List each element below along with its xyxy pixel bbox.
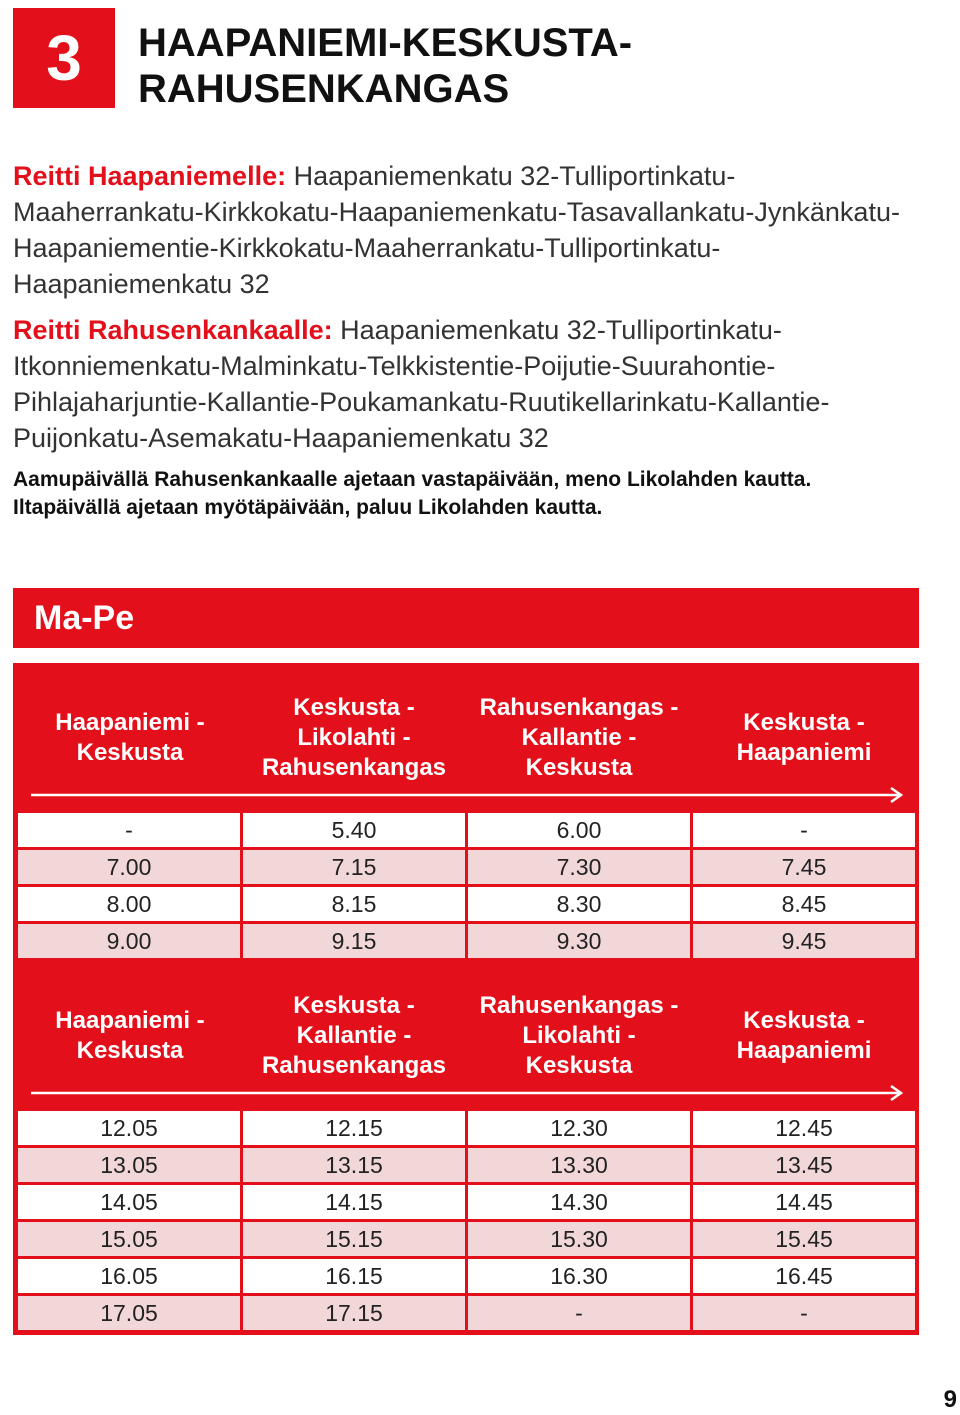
- column-header-text: Rahusenkangas - Kallantie - Keskusta: [479, 694, 679, 781]
- departure-time: 9.00: [18, 924, 240, 958]
- departure-time: 5.40: [243, 813, 465, 847]
- table-row: [13, 1185, 919, 1222]
- route-label: Reitti Rahusenkankaalle:: [13, 315, 333, 345]
- departure-time: 17.05: [18, 1296, 240, 1330]
- departure-time: 15.30: [468, 1222, 690, 1256]
- departure-time: 7.30: [468, 850, 690, 884]
- departure-time: 15.15: [243, 1222, 465, 1256]
- table-row: [13, 813, 919, 850]
- direction-arrow-icon: [31, 1085, 905, 1101]
- departure-time: 9.45: [693, 924, 915, 958]
- column-header-text: Keskusta - Likolahti - Rahusenkangas: [261, 694, 447, 781]
- route-title-line1: HAAPANIEMI-KESKUSTA-: [138, 21, 633, 65]
- table-row: [13, 1111, 919, 1148]
- departure-time: 6.00: [468, 813, 690, 847]
- departure-time: 13.45: [693, 1148, 915, 1182]
- departure-time: 8.30: [468, 887, 690, 921]
- table-row: [13, 1222, 919, 1259]
- departure-time: 14.45: [693, 1185, 915, 1219]
- column-header-text: Haapaniemi - Keskusta: [55, 1007, 205, 1064]
- table-row: [13, 887, 919, 924]
- departure-time: 8.15: [243, 887, 465, 921]
- page-number: 9: [943, 1386, 957, 1413]
- departure-time: 13.15: [243, 1148, 465, 1182]
- departure-time: 15.45: [693, 1222, 915, 1256]
- column-header-text: Keskusta - Haapaniemi: [736, 709, 872, 766]
- departure-time: 14.05: [18, 1185, 240, 1219]
- table-row: [13, 924, 919, 961]
- timetable: [13, 663, 919, 1335]
- departure-time: 12.45: [693, 1111, 915, 1145]
- departure-time: 12.05: [18, 1111, 240, 1145]
- route-description-rahusenkankaalle: [13, 312, 913, 456]
- direction-note: Aamupäivällä Rahusenkankaalle ajetaan vastapäivään, meno Likolahden kautta. Iltapäivällä ajetaan myötäpäivään, paluu Likolahden kautta.: [13, 468, 812, 519]
- column-header-text: Rahusenkangas - Likolahti - Keskusta: [479, 992, 679, 1079]
- table-row: [13, 850, 919, 887]
- departure-time: -: [18, 813, 240, 847]
- departure-time: 16.15: [243, 1259, 465, 1293]
- departure-time: 16.05: [18, 1259, 240, 1293]
- route-description-haapaniemelle: [13, 158, 913, 302]
- day-label: Ma-Pe: [13, 588, 919, 648]
- departure-time: 17.15: [243, 1296, 465, 1330]
- route-title-line2: RAHUSENKANGAS: [138, 67, 510, 111]
- departure-time: 16.30: [468, 1259, 690, 1293]
- departure-time: -: [693, 1296, 915, 1330]
- route-title: [138, 20, 898, 112]
- column-header-text: Haapaniemi - Keskusta: [55, 709, 205, 766]
- departure-time: 7.45: [693, 850, 915, 884]
- column-header-text: Keskusta - Kallantie - Rahusenkangas: [261, 992, 447, 1079]
- table-row: [13, 1259, 919, 1296]
- departure-time: 12.15: [243, 1111, 465, 1145]
- departure-time: -: [693, 813, 915, 847]
- departure-time: 16.45: [693, 1259, 915, 1293]
- departure-time: 9.15: [243, 924, 465, 958]
- table-row: [13, 1296, 919, 1333]
- direction-arrow-icon: [31, 787, 905, 803]
- departure-time: 15.05: [18, 1222, 240, 1256]
- route-number-badge: 3: [13, 8, 115, 108]
- departure-time: 14.15: [243, 1185, 465, 1219]
- departure-time: 12.30: [468, 1111, 690, 1145]
- departure-time: -: [468, 1296, 690, 1330]
- departure-time: 8.00: [18, 887, 240, 921]
- route-streets: Haapaniemenkatu 32-Tulliportinkatu-Itkonniemenkatu-Malminkatu-Telkkistentie-Poijutie-Suurahontie-Pihlajaharjuntie-Kallantie-Poukamankatu-Ruutikellarinkatu-Kallantie-Puijonkatu-Asemakatu-Haapaniemenkatu 32: [13, 315, 830, 453]
- departure-time: 7.15: [243, 850, 465, 884]
- departure-time: 9.30: [468, 924, 690, 958]
- departure-time: 13.05: [18, 1148, 240, 1182]
- route-streets: Haapaniemenkatu 32-Tulliportinkatu-Maaherrankatu-Kirkkokatu-Haapaniemenkatu-Tasavallankatu-Jynkänkatu-Haapaniementie-Kirkkokatu-Maaherrankatu-Tulliportinkatu-Haapaniemenkatu 32: [13, 161, 900, 299]
- route-label: Reitti Haapaniemelle:: [13, 161, 287, 191]
- departure-time: 14.30: [468, 1185, 690, 1219]
- departure-time: 13.30: [468, 1148, 690, 1182]
- table-row: [13, 1148, 919, 1185]
- departure-time: 7.00: [18, 850, 240, 884]
- departure-time: 8.45: [693, 887, 915, 921]
- column-header-text: Keskusta - Haapaniemi: [736, 1007, 872, 1064]
